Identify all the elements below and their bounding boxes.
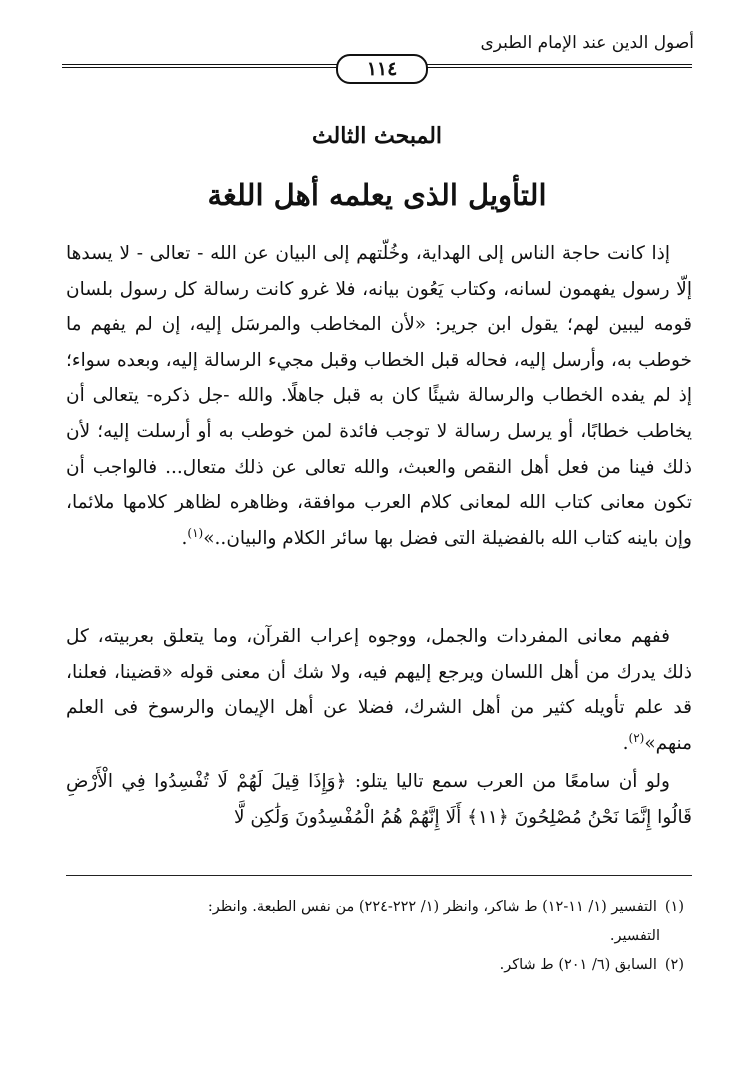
footnote-2 — [66, 951, 692, 980]
paragraph-1-end: . — [181, 527, 188, 549]
body-paragraph-2 — [66, 619, 692, 761]
page-number: ١١٤ — [336, 54, 428, 84]
footnote-ref-2: (٢) — [628, 730, 645, 745]
body-paragraph-1 — [66, 236, 692, 556]
footnote-1-continued: التفسير. — [609, 928, 660, 944]
body-paragraph-3 — [66, 764, 692, 835]
footnote-1-text: التفسير (١/ ١١-١٢) ط شاكر، وانظر (١/ ٢٢٢-٢٢٤) من نفس الطبعة. وانظر: — [207, 899, 657, 915]
section-title: التأويل الذى يعلمه أهل اللغة — [207, 178, 547, 212]
footnotes — [66, 893, 692, 980]
paragraph-2-text: ففهم معانى المفردات والجمل، ووجوه إعراب القرآن، وما يتعلق بعربيته، كل ذلك يدرك من أهل اللسان ويرجع إليهم فيه، ولا شك أن معنى قوله «قضينا، فعلنا، قد علم تأويله كثير من أهل الشرك، فضلا عن أهل الإيمان والرسوخ فى العلم منهم» — [66, 626, 692, 754]
footnote-2-text: السابق (٦/ ٢٠١) ط شاكر. — [499, 957, 657, 973]
paragraph-1-text: إذا كانت حاجة الناس إلى الهداية، وخُلّتهم إلى البيان عن الله - تعالى - لا يسدها إلّا رسول يفهمون لسانه، وكتاب يَعُون بيانه، فلا غرو كانت رسالة كل رسول بلسان قومه ليبين لهم؛ يقول ابن جرير: «لأن المخاطب والمرسَل إليه، إن لم يفهم ما خوطب به، وأرسل إليه، فحاله قبل الخطاب وقبل مجيء الرسالة إليه، وبعده سواء؛ إذ لم يفده الخطاب والرسالة شيئًا كان به قبل جاهلًا. والله -جل ذكره- يتعالى أن يخاطب خطابًا، أو يرسل رسالة لا توجب فائدة لمن خوطب به أو أرسلت إليه؛ لأن ذلك فينا من فعل أهل النقص والعبث، والله تعالى عن ذلك متعال... فالواجب أن تكون معانى كتاب الله لمعانى كلام العرب موافقة، وظاهره لظاهر كلامها ملائما، وإن باينه كتاب الله بالفضيلة التى فضل بها سائر الكلام والبيان..» — [66, 243, 692, 549]
footnote-ref-1: (١) — [187, 525, 204, 540]
paragraph-2-end: . — [622, 732, 629, 754]
paragraph-3-text: ولو أن سامعًا من العرب سمع تاليا يتلو: ﴿وَإِذَا قِيلَ لَهُمْ لَا تُفْسِدُوا فِي الْأَرْضِ قَالُوا إِنَّمَا نَحْنُ مُصْلِحُونَ ﴿١١﴾ أَلَا إِنَّهُمْ هُمُ الْمُفْسِدُونَ وَلَٰكِن لَّا — [66, 771, 692, 828]
footnote-2-num: (٢) — [664, 957, 684, 973]
section-label: المبحث الثالث — [311, 123, 443, 149]
footnote-1 — [66, 893, 692, 922]
footnote-rule — [66, 875, 692, 876]
running-title: أصول الدين عند الإمام الطبرى — [480, 33, 694, 53]
footnote-1-num: (١) — [664, 899, 684, 915]
